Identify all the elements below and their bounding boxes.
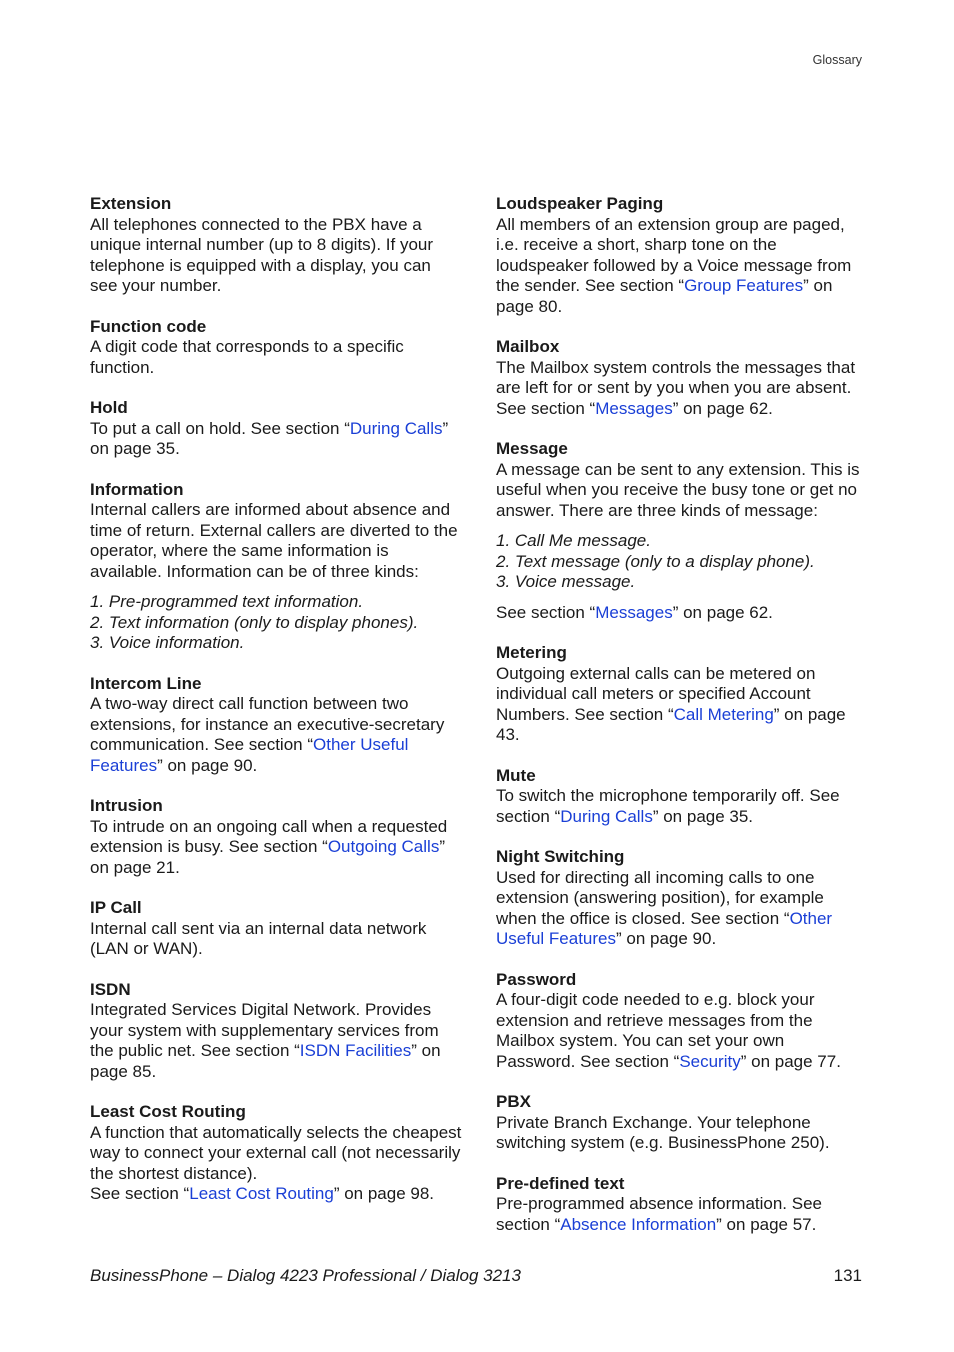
running-header: Glossary xyxy=(812,53,862,67)
glossary-entry xyxy=(496,439,868,623)
entry-definition: Private Branch Exchange. Your telephone switching system (e.g. BusinessPhone 250). xyxy=(496,1112,830,1152)
entry-term: Night Switching xyxy=(496,847,625,866)
list-item: 2. Text information (only to display phones). xyxy=(90,612,419,632)
glossary-entry xyxy=(90,674,462,777)
list-item: 3. Voice message. xyxy=(496,572,636,591)
glossary-column-left xyxy=(90,194,462,1225)
glossary-column-right xyxy=(496,194,868,1255)
entry-definition: A digit code that corresponds to a specific function. xyxy=(90,337,404,377)
entry-term: Intercom Line xyxy=(90,673,202,693)
footer-document-title: BusinessPhone – Dialog 4223 Professional / Dialog 3213 xyxy=(90,1266,521,1285)
entry-definition: Integrated Services Digital Network. Provides your system with supplementary services from the public net. See section “ISDN Facilities” on page 85. xyxy=(90,1000,441,1081)
entry-definition: All telephones connected to the PBX have a unique internal number (up to 8 digits). If your telephone is equipped with a display, you can see your number. xyxy=(90,214,434,295)
cross-reference-link[interactable]: During Calls xyxy=(560,806,653,826)
glossary-entry xyxy=(496,337,868,419)
entry-definition: Outgoing external calls can be metered on individual call meters or specified Account Numbers. See section “Call Metering” on page 43. xyxy=(496,663,846,744)
entry-term: Information xyxy=(90,479,184,499)
entry-term: Intrusion xyxy=(90,796,163,815)
cross-reference-link[interactable]: Absence Information xyxy=(560,1214,717,1234)
entry-term: Password xyxy=(496,969,577,989)
entry-term: Least Cost Routing xyxy=(90,1102,246,1121)
entry-definition: Internal callers are informed about absence and time of return. External callers are diverted to the operator, where the same information is available. Information can be of three kinds: xyxy=(90,500,458,581)
glossary-entry xyxy=(496,847,868,950)
entry-term: Mailbox xyxy=(496,337,560,356)
cross-reference-link[interactable]: Messages xyxy=(595,398,673,418)
glossary-entry xyxy=(90,480,462,654)
cross-reference-link[interactable]: Call Metering xyxy=(673,704,774,724)
entry-see-also: See section “Least Cost Routing” on page 98. xyxy=(90,1184,435,1203)
entry-term: Metering xyxy=(496,643,567,662)
entry-see-also: See section “Messages” on page 62. xyxy=(496,602,773,622)
glossary-entry xyxy=(90,980,462,1083)
cross-reference-link[interactable]: Security xyxy=(679,1051,741,1071)
entry-definition: Internal call sent via an internal data network (LAN or WAN). xyxy=(90,918,427,958)
list-item: 3. Voice information. xyxy=(90,633,245,652)
cross-reference-link[interactable]: During Calls xyxy=(349,418,443,438)
entry-definition: The Mailbox system controls the messages that are left for or sent by you when you are absent. See section “Messages” on page 62. xyxy=(496,357,856,418)
glossary-entry xyxy=(90,194,462,297)
entry-definition: A four-digit code needed to e.g. block your extension and retrieve messages from the Mailbox system. You can set your own Password. See section “Security” on page 77. xyxy=(496,990,841,1071)
entry-definition: Pre-programmed absence information. See section “Absence Information” on page 57. xyxy=(496,1194,822,1234)
entry-term: ISDN xyxy=(90,979,131,999)
cross-reference-link[interactable]: Least Cost Routing xyxy=(189,1184,334,1203)
glossary-entry xyxy=(90,1102,462,1205)
glossary-entry xyxy=(496,1174,868,1236)
entry-definition: To switch the microphone temporarily off. See section “During Calls” on page 35. xyxy=(496,786,840,826)
entry-term: PBX xyxy=(496,1092,531,1111)
glossary-entry xyxy=(496,1092,868,1154)
entry-term: Extension xyxy=(90,194,172,213)
glossary-entry xyxy=(496,766,868,828)
entry-definition: To intrude on an ongoing call when a requested extension is busy. See section “Outgoing Calls” on page 21. xyxy=(90,816,448,877)
entry-term: Pre-defined text xyxy=(496,1173,625,1193)
entry-term: Function code xyxy=(90,316,207,336)
cross-reference-link[interactable]: Other Useful Features xyxy=(496,908,833,948)
entry-definition: All members of an extension group are paged, i.e. receive a short, sharp tone on the loudspeaker followed by a Voice message from the sender. See section “Group Features” on page 80. xyxy=(496,214,852,316)
cross-reference-link[interactable]: ISDN Facilities xyxy=(299,1041,412,1060)
cross-reference-link[interactable]: Group Features xyxy=(684,276,804,295)
numbered-list xyxy=(90,592,462,654)
glossary-entry xyxy=(90,898,462,960)
list-item: 1. Call Me message. xyxy=(496,531,651,550)
glossary-entry xyxy=(496,194,868,317)
entry-definition: To put a call on hold. See section “During Calls” on page 35. xyxy=(90,418,449,458)
cross-reference-link[interactable]: Messages xyxy=(595,602,673,622)
entry-definition: Used for directing all incoming calls to one extension (answering position), for example when the office is closed. See section “Other Useful Features” on page 90. xyxy=(496,867,833,948)
cross-reference-link[interactable]: Outgoing Calls xyxy=(327,837,440,856)
entry-term: Mute xyxy=(496,765,536,785)
entry-term: Hold xyxy=(90,398,128,417)
list-item: 1. Pre-programmed text information. xyxy=(90,592,364,611)
list-item: 2. Text message (only to a display phone). xyxy=(496,551,815,571)
glossary-entry xyxy=(90,796,462,878)
entry-term: Message xyxy=(496,439,568,458)
page-number: 131 xyxy=(833,1266,862,1285)
entry-definition: A function that automatically selects the cheapest way to connect your external call (not necessarily the shortest distance). xyxy=(90,1122,462,1183)
entry-definition: A two-way direct call function between two extensions, for instance an executive-secretary communication. See section “Other Useful Features” on page 90. xyxy=(90,694,445,775)
glossary-entry xyxy=(496,643,868,746)
glossary-entry xyxy=(90,398,462,460)
entry-term: Loudspeaker Paging xyxy=(496,194,664,213)
numbered-list xyxy=(496,531,868,593)
entry-definition: A message can be sent to any extension. This is useful when you receive the busy tone or get no answer. There are three kinds of message: xyxy=(496,459,860,520)
entry-term: IP Call xyxy=(90,898,142,917)
glossary-entry xyxy=(90,317,462,379)
cross-reference-link[interactable]: Other Useful Features xyxy=(90,735,409,775)
glossary-entry xyxy=(496,970,868,1073)
